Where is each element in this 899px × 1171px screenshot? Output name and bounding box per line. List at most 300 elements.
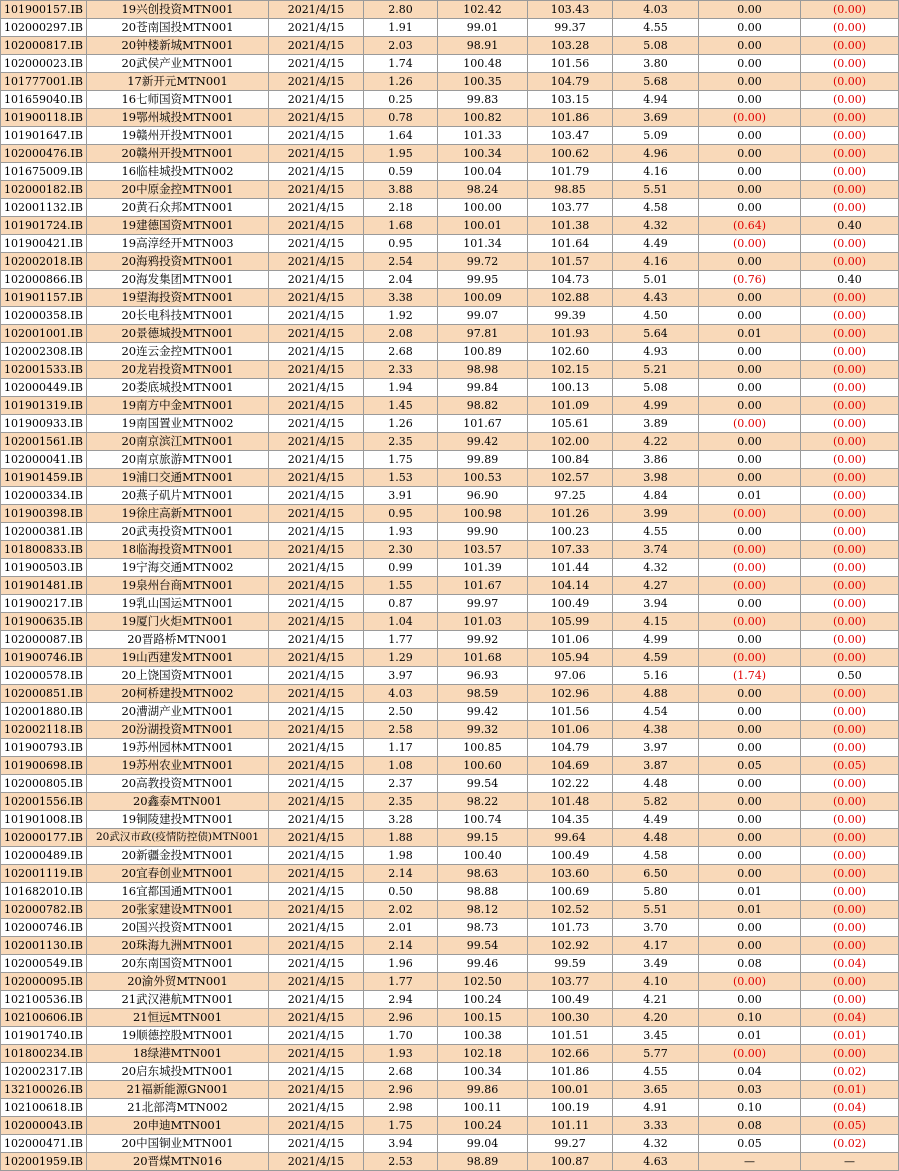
valuation-date-cell: 2021/4/15: [269, 1009, 364, 1027]
valuation-date-cell: 2021/4/15: [269, 145, 364, 163]
yield-change-cell: —: [801, 1153, 899, 1171]
bond-code-cell: 102001880.IB: [1, 703, 87, 721]
dirty-price-cell: 107.33: [528, 541, 613, 559]
yield-change-cell: (0.00): [801, 379, 899, 397]
table-row: [1, 703, 899, 721]
table-row: [1, 613, 899, 631]
price-change-cell: (0.00): [699, 1045, 801, 1063]
bond-name-cell: 20南京滨江MTN001: [87, 433, 269, 451]
dirty-price-cell: 100.30: [528, 1009, 613, 1027]
yield-cell: 4.93: [613, 343, 699, 361]
clean-price-cell: 99.07: [438, 307, 528, 325]
clean-price-cell: 100.98: [438, 505, 528, 523]
yield-cell: 4.58: [613, 847, 699, 865]
valuation-date-cell: 2021/4/15: [269, 289, 364, 307]
bond-code-cell: 102000087.IB: [1, 631, 87, 649]
yield-cell: 4.99: [613, 631, 699, 649]
table-row: [1, 91, 899, 109]
yield-cell: 4.48: [613, 775, 699, 793]
price-change-cell: 0.00: [699, 811, 801, 829]
yield-cell: 5.82: [613, 793, 699, 811]
remaining-term-cell: 2.80: [364, 1, 438, 19]
yield-change-cell: (0.00): [801, 595, 899, 613]
clean-price-cell: 98.24: [438, 181, 528, 199]
remaining-term-cell: 2.35: [364, 433, 438, 451]
bond-code-cell: 101901481.IB: [1, 577, 87, 595]
remaining-term-cell: 0.50: [364, 883, 438, 901]
bond-name-cell: 19铜陵建投MTN001: [87, 811, 269, 829]
yield-cell: 4.15: [613, 613, 699, 631]
clean-price-cell: 98.82: [438, 397, 528, 415]
remaining-term-cell: 1.93: [364, 523, 438, 541]
bond-name-cell: 19山西建发MTN001: [87, 649, 269, 667]
remaining-term-cell: 3.88: [364, 181, 438, 199]
dirty-price-cell: 104.69: [528, 757, 613, 775]
yield-change-cell: (0.00): [801, 811, 899, 829]
valuation-date-cell: 2021/4/15: [269, 109, 364, 127]
bond-name-cell: 19赣州开投MTN001: [87, 127, 269, 145]
clean-price-cell: 99.97: [438, 595, 528, 613]
remaining-term-cell: 0.78: [364, 109, 438, 127]
bond-code-cell: 102000182.IB: [1, 181, 87, 199]
yield-change-cell: (0.00): [801, 415, 899, 433]
table-row: [1, 73, 899, 91]
price-change-cell: 0.00: [699, 793, 801, 811]
bond-name-cell: 20赣州开投MTN001: [87, 145, 269, 163]
price-change-cell: 0.00: [699, 685, 801, 703]
yield-change-cell: (0.04): [801, 1009, 899, 1027]
bond-name-cell: 20海鸦投资MTN001: [87, 253, 269, 271]
bond-code-cell: 101900503.IB: [1, 559, 87, 577]
yield-cell: 4.16: [613, 253, 699, 271]
valuation-date-cell: 2021/4/15: [269, 919, 364, 937]
yield-cell: 4.17: [613, 937, 699, 955]
remaining-term-cell: 2.04: [364, 271, 438, 289]
price-change-cell: 0.00: [699, 739, 801, 757]
clean-price-cell: 101.33: [438, 127, 528, 145]
bond-name-cell: 20武汉市政(疫情防控债)MTN001: [87, 829, 269, 847]
price-change-cell: (0.76): [699, 271, 801, 289]
price-change-cell: 0.10: [699, 1009, 801, 1027]
dirty-price-cell: 101.56: [528, 703, 613, 721]
remaining-term-cell: 1.04: [364, 613, 438, 631]
price-change-cell: (0.00): [699, 505, 801, 523]
price-change-cell: 0.00: [699, 1, 801, 19]
yield-cell: 4.03: [613, 1, 699, 19]
yield-change-cell: (0.00): [801, 775, 899, 793]
clean-price-cell: 99.84: [438, 379, 528, 397]
price-change-cell: 0.00: [699, 523, 801, 541]
valuation-date-cell: 2021/4/15: [269, 523, 364, 541]
yield-change-cell: (0.00): [801, 253, 899, 271]
price-change-cell: 0.00: [699, 595, 801, 613]
valuation-date-cell: 2021/4/15: [269, 433, 364, 451]
yield-cell: 4.54: [613, 703, 699, 721]
table-row: [1, 901, 899, 919]
valuation-date-cell: 2021/4/15: [269, 1081, 364, 1099]
price-change-cell: (1.74): [699, 667, 801, 685]
yield-change-cell: (0.00): [801, 847, 899, 865]
bond-name-cell: 19徐庄高新MTN001: [87, 505, 269, 523]
bond-code-cell: 102000177.IB: [1, 829, 87, 847]
dirty-price-cell: 103.60: [528, 865, 613, 883]
remaining-term-cell: 0.25: [364, 91, 438, 109]
bond-code-cell: 101800833.IB: [1, 541, 87, 559]
remaining-term-cell: 1.77: [364, 631, 438, 649]
valuation-date-cell: 2021/4/15: [269, 325, 364, 343]
remaining-term-cell: 1.53: [364, 469, 438, 487]
yield-cell: 4.50: [613, 307, 699, 325]
yield-change-cell: (0.00): [801, 505, 899, 523]
bond-code-cell: 102002317.IB: [1, 1063, 87, 1081]
yield-change-cell: (0.01): [801, 1027, 899, 1045]
clean-price-cell: 100.74: [438, 811, 528, 829]
yield-cell: 5.80: [613, 883, 699, 901]
table-row: [1, 19, 899, 37]
dirty-price-cell: 104.14: [528, 577, 613, 595]
yield-change-cell: (0.00): [801, 325, 899, 343]
table-row: [1, 577, 899, 595]
yield-cell: 4.21: [613, 991, 699, 1009]
bond-code-cell: 102000297.IB: [1, 19, 87, 37]
remaining-term-cell: 1.55: [364, 577, 438, 595]
remaining-term-cell: 1.88: [364, 829, 438, 847]
bond-name-cell: 20汾湖投资MTN001: [87, 721, 269, 739]
valuation-date-cell: 2021/4/15: [269, 1045, 364, 1063]
bond-name-cell: 20申迪MTN001: [87, 1117, 269, 1135]
clean-price-cell: 101.68: [438, 649, 528, 667]
valuation-date-cell: 2021/4/15: [269, 631, 364, 649]
bond-code-cell: 101900793.IB: [1, 739, 87, 757]
yield-cell: 4.32: [613, 1135, 699, 1153]
price-change-cell: 0.00: [699, 379, 801, 397]
dirty-price-cell: 100.84: [528, 451, 613, 469]
price-change-cell: 0.08: [699, 1117, 801, 1135]
valuation-date-cell: 2021/4/15: [269, 487, 364, 505]
valuation-date-cell: 2021/4/15: [269, 811, 364, 829]
bond-code-cell: 101900118.IB: [1, 109, 87, 127]
table-row: [1, 1045, 899, 1063]
dirty-price-cell: 100.49: [528, 595, 613, 613]
clean-price-cell: 100.53: [438, 469, 528, 487]
bond-code-cell: 102000866.IB: [1, 271, 87, 289]
clean-price-cell: 98.73: [438, 919, 528, 937]
clean-price-cell: 99.89: [438, 451, 528, 469]
table-row: [1, 1081, 899, 1099]
dirty-price-cell: 101.48: [528, 793, 613, 811]
dirty-price-cell: 102.88: [528, 289, 613, 307]
remaining-term-cell: 3.91: [364, 487, 438, 505]
remaining-term-cell: 2.68: [364, 343, 438, 361]
bond-code-cell: 102000805.IB: [1, 775, 87, 793]
dirty-price-cell: 102.52: [528, 901, 613, 919]
dirty-price-cell: 98.85: [528, 181, 613, 199]
price-change-cell: 0.00: [699, 829, 801, 847]
bond-code-cell: 102000041.IB: [1, 451, 87, 469]
bond-name-cell: 19乳山国运MTN001: [87, 595, 269, 613]
clean-price-cell: 99.42: [438, 433, 528, 451]
yield-change-cell: (0.05): [801, 757, 899, 775]
bond-name-cell: 20国兴投资MTN001: [87, 919, 269, 937]
clean-price-cell: 100.35: [438, 73, 528, 91]
dirty-price-cell: 101.11: [528, 1117, 613, 1135]
bond-name-cell: 16七师国资MTN001: [87, 91, 269, 109]
bond-name-cell: 21北部湾MTN002: [87, 1099, 269, 1117]
yield-change-cell: 0.50: [801, 667, 899, 685]
yield-change-cell: (0.00): [801, 883, 899, 901]
yield-change-cell: (0.04): [801, 1099, 899, 1117]
bond-name-cell: 18临海投资MTN001: [87, 541, 269, 559]
price-change-cell: 0.01: [699, 901, 801, 919]
price-change-cell: 0.01: [699, 325, 801, 343]
bond-code-cell: 102000449.IB: [1, 379, 87, 397]
table-row: [1, 55, 899, 73]
yield-change-cell: (0.00): [801, 1045, 899, 1063]
remaining-term-cell: 2.08: [364, 325, 438, 343]
bond-name-cell: 20武夷投资MTN001: [87, 523, 269, 541]
remaining-term-cell: 2.94: [364, 991, 438, 1009]
table-row: [1, 775, 899, 793]
table-row: [1, 37, 899, 55]
clean-price-cell: 100.24: [438, 1117, 528, 1135]
bond-name-cell: 21恒远MTN001: [87, 1009, 269, 1027]
yield-cell: 5.16: [613, 667, 699, 685]
bond-code-cell: 101675009.IB: [1, 163, 87, 181]
yield-cell: 5.77: [613, 1045, 699, 1063]
bond-code-cell: 102000043.IB: [1, 1117, 87, 1135]
valuation-date-cell: 2021/4/15: [269, 955, 364, 973]
price-change-cell: 0.00: [699, 721, 801, 739]
remaining-term-cell: 2.03: [364, 37, 438, 55]
remaining-term-cell: 1.64: [364, 127, 438, 145]
dirty-price-cell: 102.22: [528, 775, 613, 793]
bond-name-cell: 20珠海九洲MTN001: [87, 937, 269, 955]
clean-price-cell: 100.89: [438, 343, 528, 361]
valuation-date-cell: 2021/4/15: [269, 793, 364, 811]
dirty-price-cell: 97.06: [528, 667, 613, 685]
valuation-date-cell: 2021/4/15: [269, 667, 364, 685]
yield-change-cell: (0.00): [801, 991, 899, 1009]
yield-cell: 4.59: [613, 649, 699, 667]
clean-price-cell: 98.88: [438, 883, 528, 901]
valuation-date-cell: 2021/4/15: [269, 541, 364, 559]
bond-code-cell: 101777001.IB: [1, 73, 87, 91]
dirty-price-cell: 99.64: [528, 829, 613, 847]
clean-price-cell: 99.90: [438, 523, 528, 541]
valuation-date-cell: 2021/4/15: [269, 451, 364, 469]
table-row: [1, 325, 899, 343]
remaining-term-cell: 3.28: [364, 811, 438, 829]
price-change-cell: 0.05: [699, 1135, 801, 1153]
dirty-price-cell: 100.49: [528, 847, 613, 865]
yield-change-cell: (0.00): [801, 37, 899, 55]
valuation-date-cell: 2021/4/15: [269, 271, 364, 289]
dirty-price-cell: 102.00: [528, 433, 613, 451]
bond-name-cell: 20景德城投MTN001: [87, 325, 269, 343]
price-change-cell: (0.00): [699, 577, 801, 595]
valuation-date-cell: 2021/4/15: [269, 73, 364, 91]
remaining-term-cell: 0.59: [364, 163, 438, 181]
bond-name-cell: 19建德国资MTN001: [87, 217, 269, 235]
yield-cell: 3.69: [613, 109, 699, 127]
clean-price-cell: 100.48: [438, 55, 528, 73]
yield-cell: 5.08: [613, 379, 699, 397]
yield-change-cell: (0.00): [801, 541, 899, 559]
bond-name-cell: 19兴创投资MTN001: [87, 1, 269, 19]
clean-price-cell: 99.15: [438, 829, 528, 847]
bond-code-cell: 102000746.IB: [1, 919, 87, 937]
bond-name-cell: 21福新能源GN001: [87, 1081, 269, 1099]
remaining-term-cell: 2.96: [364, 1009, 438, 1027]
remaining-term-cell: 1.94: [364, 379, 438, 397]
bond-code-cell: 102000851.IB: [1, 685, 87, 703]
bond-name-cell: 16宜都国通MTN001: [87, 883, 269, 901]
dirty-price-cell: 105.61: [528, 415, 613, 433]
dirty-price-cell: 105.99: [528, 613, 613, 631]
remaining-term-cell: 0.95: [364, 505, 438, 523]
bond-code-cell: 102001001.IB: [1, 325, 87, 343]
remaining-term-cell: 1.75: [364, 1117, 438, 1135]
dirty-price-cell: 100.13: [528, 379, 613, 397]
price-change-cell: 0.00: [699, 181, 801, 199]
price-change-cell: 0.00: [699, 919, 801, 937]
table-row: [1, 919, 899, 937]
bond-code-cell: 102002018.IB: [1, 253, 87, 271]
valuation-date-cell: 2021/4/15: [269, 883, 364, 901]
price-change-cell: (0.64): [699, 217, 801, 235]
bond-name-cell: 19南国置业MTN002: [87, 415, 269, 433]
remaining-term-cell: 2.18: [364, 199, 438, 217]
dirty-price-cell: 99.39: [528, 307, 613, 325]
bond-code-cell: 101900698.IB: [1, 757, 87, 775]
price-change-cell: (0.00): [699, 235, 801, 253]
yield-cell: 5.68: [613, 73, 699, 91]
remaining-term-cell: 2.35: [364, 793, 438, 811]
dirty-price-cell: 103.43: [528, 1, 613, 19]
bond-name-cell: 19顺德控股MTN001: [87, 1027, 269, 1045]
table-row: [1, 127, 899, 145]
table-row: [1, 199, 899, 217]
price-change-cell: 0.04: [699, 1063, 801, 1081]
bond-name-cell: 16临桂城投MTN002: [87, 163, 269, 181]
yield-change-cell: (0.00): [801, 199, 899, 217]
bond-name-cell: 20晋路桥MTN001: [87, 631, 269, 649]
clean-price-cell: 99.83: [438, 91, 528, 109]
yield-cell: 4.49: [613, 235, 699, 253]
yield-cell: 3.89: [613, 415, 699, 433]
yield-change-cell: (0.00): [801, 55, 899, 73]
table-row: [1, 865, 899, 883]
dirty-price-cell: 102.60: [528, 343, 613, 361]
bond-code-cell: 102100606.IB: [1, 1009, 87, 1027]
yield-cell: 4.27: [613, 577, 699, 595]
dirty-price-cell: 102.92: [528, 937, 613, 955]
yield-cell: 3.80: [613, 55, 699, 73]
table-row: [1, 109, 899, 127]
yield-cell: 4.99: [613, 397, 699, 415]
clean-price-cell: 96.93: [438, 667, 528, 685]
valuation-date-cell: 2021/4/15: [269, 505, 364, 523]
bond-code-cell: 101900217.IB: [1, 595, 87, 613]
clean-price-cell: 100.00: [438, 199, 528, 217]
bond-code-cell: 102001119.IB: [1, 865, 87, 883]
clean-price-cell: 102.18: [438, 1045, 528, 1063]
valuation-date-cell: 2021/4/15: [269, 685, 364, 703]
dirty-price-cell: 101.44: [528, 559, 613, 577]
remaining-term-cell: 0.99: [364, 559, 438, 577]
dirty-price-cell: 104.79: [528, 739, 613, 757]
bond-code-cell: 102000334.IB: [1, 487, 87, 505]
table-row: [1, 883, 899, 901]
yield-change-cell: (0.00): [801, 523, 899, 541]
yield-cell: 5.64: [613, 325, 699, 343]
remaining-term-cell: 4.03: [364, 685, 438, 703]
yield-cell: 5.21: [613, 361, 699, 379]
bond-name-cell: 20长电科技MTN001: [87, 307, 269, 325]
table-row: [1, 487, 899, 505]
table-row: [1, 505, 899, 523]
remaining-term-cell: 2.30: [364, 541, 438, 559]
dirty-price-cell: 103.15: [528, 91, 613, 109]
bond-name-cell: 20南京旅游MTN001: [87, 451, 269, 469]
yield-cell: 4.84: [613, 487, 699, 505]
yield-change-cell: (0.00): [801, 451, 899, 469]
price-change-cell: 0.00: [699, 199, 801, 217]
dirty-price-cell: 101.51: [528, 1027, 613, 1045]
remaining-term-cell: 2.98: [364, 1099, 438, 1117]
bond-name-cell: 20漕湖产业MTN001: [87, 703, 269, 721]
bond-code-cell: 102100536.IB: [1, 991, 87, 1009]
yield-cell: 4.91: [613, 1099, 699, 1117]
dirty-price-cell: 104.79: [528, 73, 613, 91]
dirty-price-cell: 102.15: [528, 361, 613, 379]
clean-price-cell: 98.22: [438, 793, 528, 811]
clean-price-cell: 101.67: [438, 415, 528, 433]
price-change-cell: 0.00: [699, 397, 801, 415]
price-change-cell: (0.00): [699, 649, 801, 667]
dirty-price-cell: 101.57: [528, 253, 613, 271]
yield-cell: 3.65: [613, 1081, 699, 1099]
table-row: [1, 757, 899, 775]
yield-cell: 4.48: [613, 829, 699, 847]
bond-code-cell: 101900933.IB: [1, 415, 87, 433]
remaining-term-cell: 0.87: [364, 595, 438, 613]
table-row: [1, 1117, 899, 1135]
dirty-price-cell: 101.56: [528, 55, 613, 73]
bond-name-cell: 20晋煤MTN016: [87, 1153, 269, 1171]
clean-price-cell: 101.03: [438, 613, 528, 631]
remaining-term-cell: 1.29: [364, 649, 438, 667]
table-row: [1, 955, 899, 973]
yield-change-cell: (0.02): [801, 1135, 899, 1153]
bond-code-cell: 102000549.IB: [1, 955, 87, 973]
clean-price-cell: 98.63: [438, 865, 528, 883]
clean-price-cell: 100.85: [438, 739, 528, 757]
price-change-cell: 0.00: [699, 91, 801, 109]
table-row: [1, 523, 899, 541]
price-change-cell: 0.10: [699, 1099, 801, 1117]
bond-name-cell: 19宁海交通MTN002: [87, 559, 269, 577]
yield-cell: 3.86: [613, 451, 699, 469]
table-row: [1, 1027, 899, 1045]
bond-name-cell: 20连云金控MTN001: [87, 343, 269, 361]
yield-cell: 4.96: [613, 145, 699, 163]
dirty-price-cell: 101.06: [528, 631, 613, 649]
table-row: [1, 811, 899, 829]
dirty-price-cell: 100.49: [528, 991, 613, 1009]
bond-code-cell: 102001132.IB: [1, 199, 87, 217]
yield-change-cell: (0.00): [801, 397, 899, 415]
